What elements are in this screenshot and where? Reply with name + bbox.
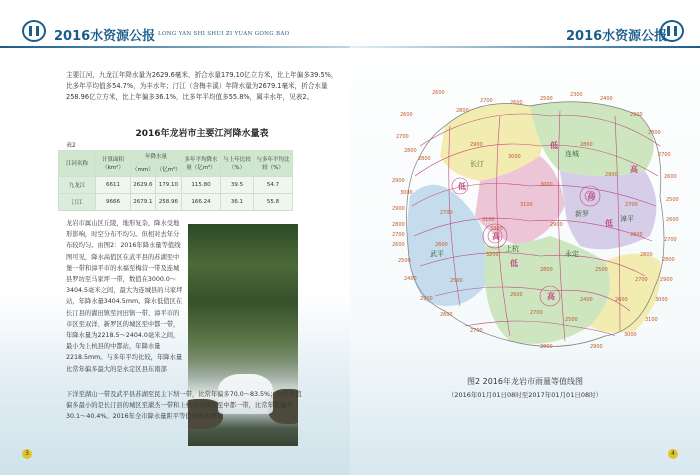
header bbox=[0, 22, 350, 48]
contour-label: 2900 bbox=[550, 222, 563, 228]
county-label: 漳平 bbox=[620, 215, 634, 223]
precipitation-table bbox=[58, 150, 293, 211]
low-marker: 低 bbox=[458, 182, 466, 191]
high-marker: 高 bbox=[587, 192, 595, 201]
contour-label: 2400 bbox=[404, 276, 417, 282]
contour-label: 2700 bbox=[664, 237, 677, 243]
table-header-row bbox=[59, 151, 293, 164]
contour-label: 2300 bbox=[570, 92, 583, 98]
high-marker: 高 bbox=[547, 292, 555, 301]
cell-vs-average: 54.7 bbox=[254, 177, 293, 194]
county-label: 长汀 bbox=[470, 160, 484, 168]
header-title: 2016水资源公报 bbox=[566, 29, 668, 44]
high-marker: 高 bbox=[492, 232, 500, 241]
cell-average: 166.24 bbox=[182, 194, 221, 211]
header-vs-last-year: 与上年比较（%） bbox=[221, 151, 254, 177]
contour-label: 2500 bbox=[595, 267, 608, 273]
header-average: 多年平均降水量（亿m³） bbox=[182, 151, 221, 177]
right-page bbox=[350, 0, 700, 475]
contour-label: 2600 bbox=[432, 90, 445, 96]
summary-paragraph: 下洋至湖山一带及武平县苏湖至民主下坝一带，比常年偏多70.0～83.5%；比常年值偏多最小的是长汀县的城区至濯杰一带和上杭县的城区至中都一带，比常年值偏多30.1～40.4%。2016年全市降水量距平等值线图见图3。 bbox=[66, 391, 302, 421]
rainfall-isohyet-map bbox=[390, 86, 680, 366]
cell-river: 汀江 bbox=[59, 194, 96, 211]
page-number: 4 bbox=[668, 449, 678, 459]
contour-label: 2500 bbox=[450, 278, 463, 284]
contour-label: 2800 bbox=[540, 344, 553, 350]
contour-label: 2900 bbox=[392, 178, 405, 184]
header-title: 2016水资源公报 bbox=[54, 29, 156, 44]
header-subtitle: LONG YAN SHI SHUI ZI YUAN GONG BAO bbox=[158, 31, 290, 37]
contour-label: 2600 bbox=[510, 292, 523, 298]
cell-precip-volume: 179.10 bbox=[155, 177, 181, 194]
logo-icon bbox=[22, 20, 46, 42]
cell-precip-mm: 2679.1 bbox=[131, 194, 156, 211]
header-divider bbox=[0, 46, 350, 48]
county-label: 永定 bbox=[565, 250, 579, 258]
cell-river: 九龙江 bbox=[59, 177, 96, 194]
contour-label: 2400 bbox=[580, 297, 593, 303]
header-divider bbox=[350, 46, 700, 48]
intro-paragraph: 主要江河，九龙江年降水量为2629.6毫米，折合水量179.10亿立方米，比上年偏多39.5%，比多年平均值多54.7%，为丰水年；汀江（含梅丰溪）年降水量为2679.1毫米，折合水量258.96亿立方米，比上年偏多36.1%，比多年平均值多55.8%，属丰水年，见表2。 bbox=[66, 71, 338, 101]
county-label: 新罗 bbox=[575, 210, 589, 218]
contour-label: 2800 bbox=[648, 130, 661, 136]
contour-label: 2700 bbox=[658, 152, 671, 158]
contour-label: 3100 bbox=[482, 217, 495, 223]
low-marker: 低 bbox=[605, 219, 613, 228]
contour-label: 2700 bbox=[625, 202, 638, 208]
low-marker: 低 bbox=[510, 259, 518, 268]
cell-vs-last-year: 39.5 bbox=[221, 177, 254, 194]
contour-label: 2600 bbox=[440, 312, 453, 318]
contour-label: 2800 bbox=[580, 142, 593, 148]
contour-label: 3200 bbox=[486, 252, 499, 258]
contour-label: 2600 bbox=[615, 297, 628, 303]
contour-label: 2600 bbox=[435, 242, 448, 248]
contour-label: 2700 bbox=[392, 232, 405, 238]
county-label: 上杭 bbox=[505, 245, 519, 253]
map-caption: 图2 2016年龙岩市雨量等值线图 bbox=[467, 377, 583, 386]
contour-label: 2900 bbox=[660, 277, 673, 283]
table-title: 2016年龙岩市主要江河降水量表 bbox=[135, 129, 269, 139]
cell-average: 115.80 bbox=[182, 177, 221, 194]
header-subtitle: LONG YAN SHI SHUI ZI YUAN GONG BAO bbox=[470, 38, 602, 44]
contour-label: 2900 bbox=[630, 112, 643, 118]
contour-label: 3000 bbox=[624, 332, 637, 338]
contour-label: 3100 bbox=[645, 317, 658, 323]
cell-precip-volume: 258.96 bbox=[155, 194, 181, 211]
county-label: 连城 bbox=[565, 150, 579, 158]
contour-label: 2800 bbox=[540, 267, 553, 273]
contour-label: 2800 bbox=[418, 156, 431, 162]
contour-label: 3000 bbox=[508, 154, 521, 160]
contour-label: 2500 bbox=[420, 296, 433, 302]
contour-label: 2700 bbox=[530, 310, 543, 316]
contour-label: 2800 bbox=[392, 222, 405, 228]
contour-label: 3000 bbox=[655, 297, 668, 303]
contour-label: 2900 bbox=[605, 172, 618, 178]
page-number: 3 bbox=[22, 449, 32, 459]
contour-label: 2400 bbox=[600, 96, 613, 102]
contour-label: 2800 bbox=[404, 148, 417, 154]
county-label: 武平 bbox=[430, 250, 444, 258]
contour-label: 3000 bbox=[540, 182, 553, 188]
header-area: 计算面积（km²） bbox=[96, 151, 131, 177]
contour-label: 2500 bbox=[565, 317, 578, 323]
contour-label: 2800 bbox=[456, 108, 469, 114]
contour-label: 2700 bbox=[396, 134, 409, 140]
header-precip-volume: （亿m³） bbox=[155, 164, 181, 177]
analysis-paragraph: 龙岩市属山区丘陵，地形复杂，降水受地形影响，时空分布不均匀。但相对去年分布较均匀。由图2：2016年降水量等值线图可见，降水高值区在武平县的苏湖至中堡一带和漳平市的永福至梅营一带及连城县罗坊至马家坪一带，数值在3000.0～3404.5毫米之间，最大为连城县的马家坪站，年降水量3404.5mm。降水低值区在长汀县的濯田镇至河田镇一带、漳平市的市区至双洋、新罗区的城区至中都一带，年降水量为2218.5～2404.0毫米之间，最小为上杭县的中都站，年降水量2218.5mm。与多年平均比较，年降水量比常年偏多最大的是永定区县东南部 bbox=[66, 220, 183, 373]
contour-label: 2700 bbox=[440, 210, 453, 216]
contour-label: 2700 bbox=[635, 277, 648, 283]
contour-label: 3300 bbox=[490, 226, 503, 232]
table-row bbox=[59, 177, 293, 194]
contour-label: 2500 bbox=[666, 197, 679, 203]
contour-label: 2600 bbox=[392, 242, 405, 248]
header-vs-average: 与多年平均比较（%） bbox=[254, 151, 293, 177]
contour-label: 2500 bbox=[540, 96, 553, 102]
low-marker: 低 bbox=[550, 141, 558, 150]
contour-label: 2600 bbox=[630, 232, 643, 238]
cell-area: 9666 bbox=[96, 194, 131, 211]
contour-label: 2500 bbox=[398, 258, 411, 264]
header-precip: 年降水量 bbox=[131, 151, 182, 164]
high-marker: 高 bbox=[630, 165, 638, 174]
map-caption-subtitle: （2016年01月01日08时至2017年01月01日08时） bbox=[447, 391, 603, 399]
cell-precip-mm: 2629.6 bbox=[131, 177, 156, 194]
contour-label: 2900 bbox=[392, 206, 405, 212]
cell-vs-last-year: 36.1 bbox=[221, 194, 254, 211]
cell-vs-average: 55.8 bbox=[254, 194, 293, 211]
logo-icon bbox=[660, 20, 684, 42]
contour-label: 3000 bbox=[400, 190, 413, 196]
contour-label: 2600 bbox=[510, 100, 523, 106]
contour-label: 2900 bbox=[590, 344, 603, 350]
contour-label: 2600 bbox=[400, 112, 413, 118]
table-row bbox=[59, 194, 293, 211]
contour-label: 2600 bbox=[664, 174, 677, 180]
contour-label: 2700 bbox=[470, 328, 483, 334]
contour-label: 2800 bbox=[640, 252, 653, 258]
contour-label: 2700 bbox=[480, 98, 493, 104]
contour-label: 2900 bbox=[470, 142, 483, 148]
cell-area: 6611 bbox=[96, 177, 131, 194]
contour-label: 3100 bbox=[520, 202, 533, 208]
header-precip-mm: （mm） bbox=[131, 164, 156, 177]
header bbox=[350, 22, 700, 48]
header-river: 江河名称 bbox=[59, 151, 96, 177]
contour-label: 2800 bbox=[662, 257, 675, 263]
contour-label: 2600 bbox=[666, 217, 679, 223]
table-number: 表2 bbox=[66, 142, 76, 149]
